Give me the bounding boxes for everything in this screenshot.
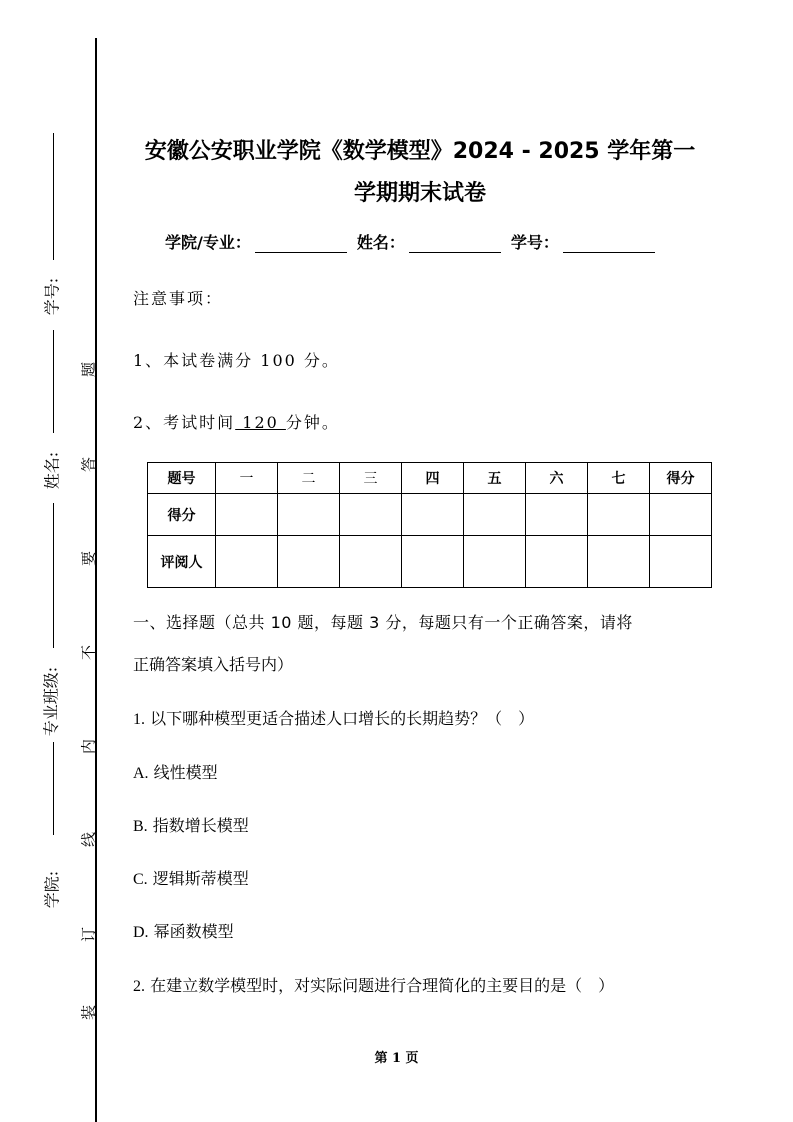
binding-line — [95, 38, 97, 1122]
notice-heading: 注意事项： — [133, 289, 224, 308]
notice-item-2 — [133, 410, 340, 433]
option-letter: C. — [133, 871, 148, 888]
score-cell[interactable] — [650, 494, 712, 536]
side-field-college: 学院: — [42, 870, 62, 909]
grader-row — [148, 536, 712, 588]
header-cell: 三 — [340, 463, 402, 494]
option-letter: B. — [133, 818, 148, 835]
page-number: 第 1 页 — [374, 1051, 419, 1066]
field-line-segment — [53, 742, 54, 835]
student-id-label: 学号： — [510, 233, 559, 252]
header-cell: 七 — [588, 463, 650, 494]
option-b[interactable] — [133, 813, 249, 836]
seal-char: 装 — [79, 1005, 98, 1021]
exam-title-line1: 安徽公安职业学院《数学模型》2024 - 2025 学年第一 — [144, 139, 696, 164]
score-table-header-row — [148, 463, 712, 494]
option-letter: A. — [133, 765, 149, 782]
question-1 — [133, 706, 534, 729]
name-label: 姓名： — [356, 233, 405, 252]
score-cell[interactable] — [526, 494, 588, 536]
college-major-label: 学院/专业： — [165, 233, 251, 252]
option-letter: D. — [133, 924, 149, 941]
option-text: 指数增长模型 — [152, 816, 249, 835]
option-c[interactable] — [133, 866, 249, 889]
header-cell: 二 — [278, 463, 340, 494]
question-text: 在建立数学模型时，对实际问题进行合理简化的主要目的是（ ） — [150, 976, 615, 995]
grader-cell[interactable] — [402, 536, 464, 588]
option-text: 幂函数模型 — [153, 922, 234, 941]
side-field-major-class: 专业班级: — [41, 666, 61, 737]
header-cell: 题号 — [148, 463, 216, 494]
seal-char: 线 — [79, 832, 98, 848]
header-cell: 得分 — [650, 463, 712, 494]
student-id-field[interactable] — [563, 234, 655, 253]
seal-char: 要 — [79, 551, 98, 567]
row-label: 评阅人 — [148, 536, 216, 588]
notice-item-1: 1、本试卷满分 100 分。 — [133, 351, 340, 370]
name-field[interactable] — [409, 234, 501, 253]
seal-char: 题 — [79, 362, 98, 378]
field-line-segment — [53, 503, 54, 648]
question-number: 1. — [133, 711, 145, 728]
grader-cell[interactable] — [216, 536, 278, 588]
section-1-heading-line2: 正确答案填入括号内） — [133, 655, 294, 674]
seal-char: 不 — [79, 645, 98, 661]
grader-cell[interactable] — [650, 536, 712, 588]
section-1-heading-line1: 一、选择题（总共 10 题，每题 3 分，每题只有一个正确答案，请将 — [133, 613, 633, 632]
score-cell[interactable] — [464, 494, 526, 536]
seal-char: 内 — [79, 739, 98, 755]
college-major-field[interactable] — [255, 234, 347, 253]
score-cell[interactable] — [216, 494, 278, 536]
option-d[interactable] — [133, 919, 234, 942]
score-cell[interactable] — [588, 494, 650, 536]
option-a[interactable] — [133, 760, 218, 783]
exam-title-line2: 学期期末试卷 — [353, 181, 486, 206]
header-cell: 六 — [526, 463, 588, 494]
grader-cell[interactable] — [464, 536, 526, 588]
exam-duration-value: 120 — [235, 413, 286, 432]
header-cell: 一 — [216, 463, 278, 494]
score-cell[interactable] — [402, 494, 464, 536]
header-cell: 五 — [464, 463, 526, 494]
side-field-name: 姓名: — [42, 451, 62, 490]
student-info-row — [165, 230, 665, 253]
field-line-segment — [53, 330, 54, 433]
grader-cell[interactable] — [588, 536, 650, 588]
seal-char: 订 — [79, 927, 98, 943]
question-text: 以下哪种模型更适合描述人口增长的长期趋势？（ ） — [150, 709, 535, 728]
grader-cell[interactable] — [340, 536, 402, 588]
side-field-student-id: 学号: — [42, 277, 62, 316]
question-2 — [133, 973, 614, 996]
notice-item-2-suffix: 分钟。 — [285, 413, 340, 432]
grader-cell[interactable] — [278, 536, 340, 588]
seal-char: 答 — [79, 457, 98, 473]
row-label: 得分 — [148, 494, 216, 536]
option-text: 线性模型 — [153, 763, 218, 782]
option-text: 逻辑斯蒂模型 — [152, 869, 249, 888]
score-cell[interactable] — [340, 494, 402, 536]
score-row — [148, 494, 712, 536]
field-line-segment — [53, 133, 54, 260]
score-table — [147, 462, 712, 588]
notice-item-2-prefix: 2、考试时间 — [133, 413, 236, 432]
question-number: 2. — [133, 978, 145, 995]
score-cell[interactable] — [278, 494, 340, 536]
grader-cell[interactable] — [526, 536, 588, 588]
header-cell: 四 — [402, 463, 464, 494]
